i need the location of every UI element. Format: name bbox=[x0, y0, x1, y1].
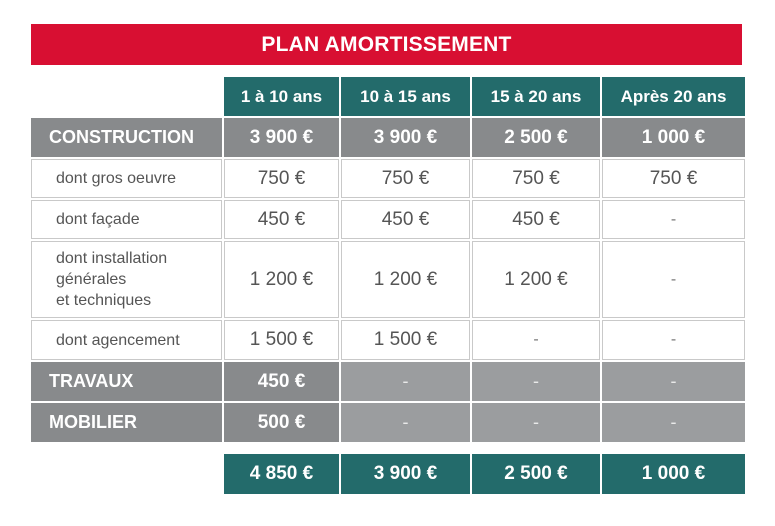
row-label-installation bbox=[31, 241, 222, 318]
table-cell: 450 € bbox=[341, 200, 470, 239]
table-cell: - bbox=[602, 241, 745, 318]
total-cell: 4 850 € bbox=[224, 454, 339, 494]
table-cell: 450 € bbox=[472, 200, 600, 239]
table-cell: 3 900 € bbox=[224, 118, 339, 157]
row-label-construction: CONSTRUCTION bbox=[31, 118, 222, 157]
table-cell: 1 200 € bbox=[472, 241, 600, 318]
table-cell: - bbox=[602, 200, 745, 239]
table-cell: 1 000 € bbox=[602, 118, 745, 157]
column-header: 15 à 20 ans bbox=[472, 77, 600, 116]
column-header: Après 20 ans bbox=[602, 77, 745, 116]
spacer bbox=[602, 444, 745, 452]
row-label-facade: dont façade bbox=[31, 200, 222, 239]
table-cell: 2 500 € bbox=[472, 118, 600, 157]
table-cell: 750 € bbox=[341, 159, 470, 198]
column-header: 10 à 15 ans bbox=[341, 77, 470, 116]
label-line: et techniques bbox=[56, 292, 152, 309]
table-cell: 1 200 € bbox=[224, 241, 339, 318]
table-cell: - bbox=[472, 320, 600, 360]
table-cell: - bbox=[602, 403, 745, 442]
table-cell: 1 500 € bbox=[341, 320, 470, 360]
amortization-table bbox=[31, 77, 745, 494]
table-cell: - bbox=[472, 362, 600, 401]
row-label-travaux: TRAVAUX bbox=[31, 362, 222, 401]
table-cell: - bbox=[602, 362, 745, 401]
spacer bbox=[31, 444, 222, 452]
table-cell: - bbox=[602, 320, 745, 360]
spacer bbox=[224, 444, 339, 452]
label-line: dont installation bbox=[56, 250, 168, 267]
total-cell: 1 000 € bbox=[602, 454, 745, 494]
header-corner bbox=[31, 77, 222, 116]
table-cell: - bbox=[472, 403, 600, 442]
totals-corner bbox=[31, 454, 222, 494]
table-cell: 1 500 € bbox=[224, 320, 339, 360]
row-label-mobilier: MOBILIER bbox=[31, 403, 222, 442]
row-label-agencement: dont agencement bbox=[31, 320, 222, 360]
table-cell: 500 € bbox=[224, 403, 339, 442]
table-cell: 750 € bbox=[602, 159, 745, 198]
table-cell: - bbox=[341, 403, 470, 442]
table-cell: 450 € bbox=[224, 362, 339, 401]
table-cell: 3 900 € bbox=[341, 118, 470, 157]
label-line: générales bbox=[56, 271, 127, 288]
table-cell: - bbox=[341, 362, 470, 401]
table-cell: 1 200 € bbox=[341, 241, 470, 318]
total-cell: 2 500 € bbox=[472, 454, 600, 494]
table-cell: 750 € bbox=[224, 159, 339, 198]
spacer bbox=[341, 444, 470, 452]
table-cell: 750 € bbox=[472, 159, 600, 198]
table-cell: 450 € bbox=[224, 200, 339, 239]
total-cell: 3 900 € bbox=[341, 454, 470, 494]
spacer bbox=[472, 444, 600, 452]
table-title: PLAN AMORTISSEMENT bbox=[31, 24, 742, 65]
row-label-gros-oeuvre: dont gros oeuvre bbox=[31, 159, 222, 198]
column-header: 1 à 10 ans bbox=[224, 77, 339, 116]
